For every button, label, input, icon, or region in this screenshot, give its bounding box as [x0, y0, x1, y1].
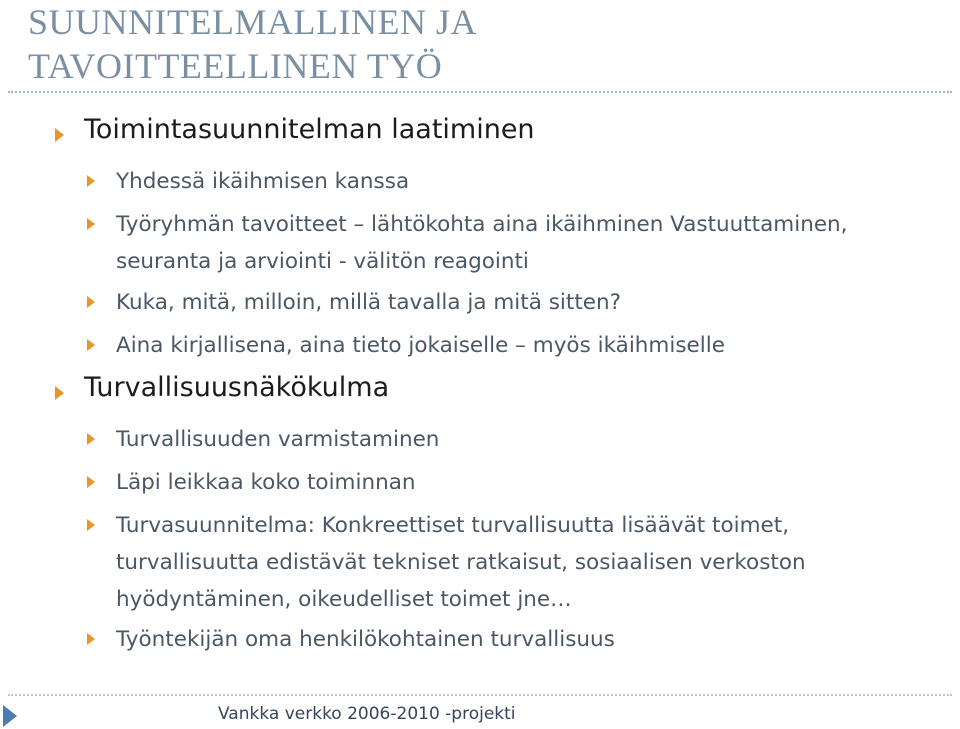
sub-bullet-arrow-icon	[87, 175, 95, 187]
title-divider	[8, 91, 952, 93]
sub-bullet-arrow-icon	[87, 339, 95, 351]
sub-bullet-arrow-icon	[87, 476, 95, 488]
slide-title-line-2: TAVOITTEELLINEN TYÖ	[28, 46, 443, 86]
section-heading-2: Turvallisuusnäkökulma	[84, 372, 390, 403]
sub-bullet-arrow-icon	[87, 633, 95, 645]
sub-bullet-arrow-icon	[87, 296, 95, 308]
list-item: Turvasuunnitelma: Konkreettiset turvallisuutta lisäävät toimet, turvallisuutta edistävät tekniset ratkaisut, sosiaalisen verkoston hyödyntäminen, oikeudelliset toimet jne…	[116, 513, 806, 612]
slide-title	[28, 0, 477, 88]
list-item: Aina kirjallisena, aina tieto jokaiselle – myös ikäihmiselle	[116, 333, 725, 358]
bullet-arrow-icon	[55, 128, 64, 142]
list-item: Turvallisuuden varmistaminen	[116, 427, 440, 452]
list-item: Työntekijän oma henkilökohtainen turvallisuus	[116, 627, 615, 652]
footer-divider	[8, 694, 952, 696]
bullet-arrow-icon	[55, 386, 64, 400]
list-item: Läpi leikkaa koko toiminnan	[116, 470, 416, 495]
sub-bullet-arrow-icon	[87, 519, 95, 531]
sub-bullet-arrow-icon	[87, 433, 95, 445]
section-heading-1: Toimintasuunnitelman laatiminen	[84, 114, 535, 145]
list-item: Kuka, mitä, milloin, millä tavalla ja mitä sitten?	[116, 290, 622, 315]
list-item: Yhdessä ikäihmisen kanssa	[116, 169, 410, 194]
list-item: Työryhmän tavoitteet – lähtökohta aina ikäihminen Vastuuttaminen, seuranta ja arviointi - välitön reagointi	[116, 212, 848, 274]
footer-text: Vankka verkko 2006-2010 -projekti	[218, 704, 516, 724]
slide-title-line-1: SUUNNITELMALLINEN JA	[28, 2, 477, 42]
sub-bullet-arrow-icon	[87, 218, 95, 230]
footer-arrow-icon	[3, 705, 17, 727]
